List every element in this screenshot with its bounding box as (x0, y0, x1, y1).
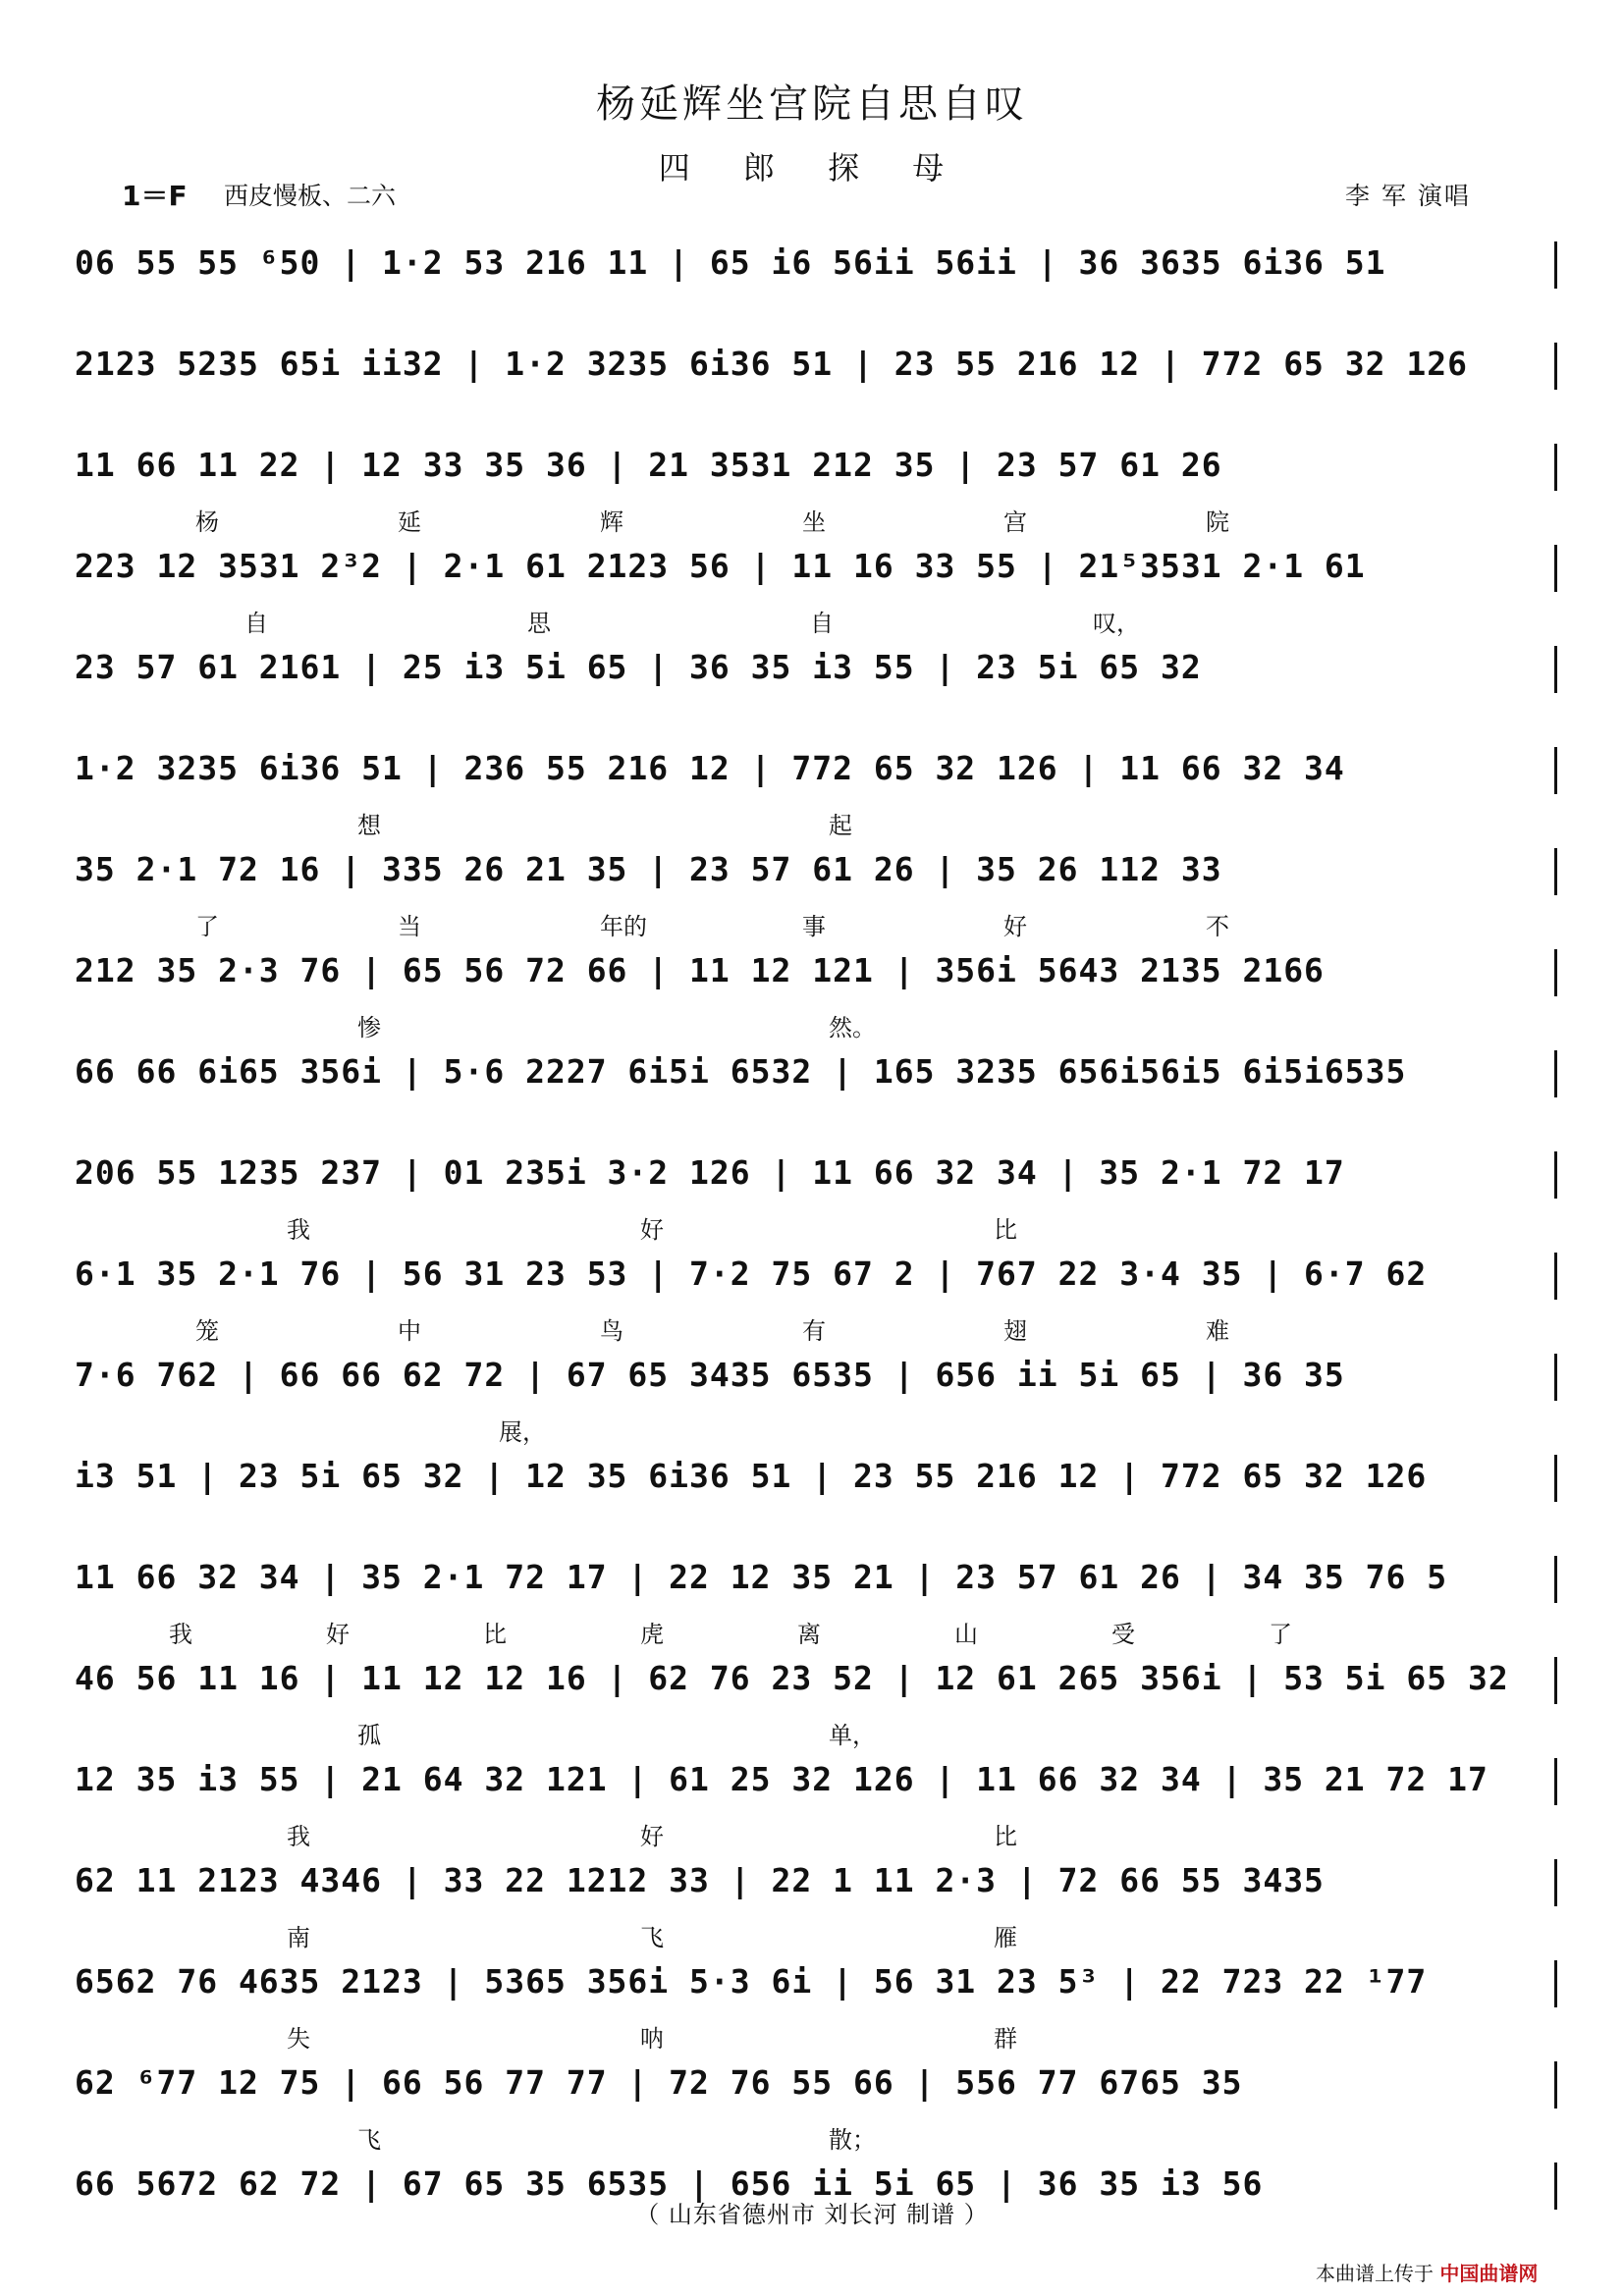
notation-line: 212 35 2·3 76 | 65 56 72 66 | 11 12 121 | 356i 5643 2135 2166 (75, 951, 1325, 989)
notation-line: 46 56 11 16 | 11 12 12 16 | 62 76 23 52 | 12 61 265 356i | 53 5i 65 32 (75, 1659, 1509, 1697)
staff-row (75, 1950, 1557, 2052)
barline (1554, 1050, 1557, 1097)
tempo-style: 西皮慢板、二六 (224, 182, 397, 210)
lyric-word: 叹， (1093, 610, 1140, 637)
barline (1554, 1556, 1557, 1603)
notation-line: 06 55 55 ⁶50 | 1·2 53 216 11 | 65 i6 56ii 56ii | 36 3635 6i36 51 (75, 243, 1386, 282)
lyric-word: 了 (195, 913, 219, 940)
barline (1554, 545, 1557, 592)
barline (1554, 1455, 1557, 1502)
notation-line: 35 2·1 72 16 | 335 26 21 35 | 23 57 61 26 | 35 26 112 33 (75, 850, 1222, 888)
notation-line: 62 ⁶77 12 75 | 66 56 77 77 | 72 76 55 66 | 556 77 6765 35 (75, 2063, 1243, 2102)
upload-note (1316, 2258, 1538, 2286)
lyric-word: 宫 (1003, 508, 1027, 536)
notation-line: 206 55 1235 237 | 01 235i 3·2 126 | 11 66 32 34 | 35 2·1 72 17 (75, 1153, 1345, 1192)
staff-row (75, 1546, 1557, 1647)
staff-row (75, 636, 1557, 737)
barline (1554, 848, 1557, 895)
staff-row (75, 1041, 1557, 1142)
lyric-word: 我 (287, 1216, 310, 1244)
lyric-word: 飞 (357, 2126, 381, 2154)
lyric-word: 好 (1003, 913, 1027, 940)
score-title: 杨延辉坐宫院自思自叹 (596, 81, 1028, 127)
notation-line: 1·2 3235 6i36 51 | 236 55 216 12 | 772 65 32 126 | 11 66 32 34 (75, 749, 1345, 787)
staff-row (75, 1243, 1557, 1344)
notation-line: 66 5672 62 72 | 67 65 35 6535 | 656 ii 5i 65 | 36 35 i3 56 (75, 2164, 1264, 2203)
staff-row (75, 434, 1557, 535)
notation-line: 23 57 61 2161 | 25 i3 5i 65 | 36 35 i3 55 | 23 5i 65 32 (75, 648, 1202, 686)
staff-row (75, 2052, 1557, 2153)
staff-row (75, 1748, 1557, 1849)
notation-line: 7·6 762 | 66 66 62 72 | 67 65 3435 6535 | 656 ii 5i 65 | 36 35 (75, 1356, 1345, 1394)
score-subtitle: 四 郎 探 母 (658, 149, 966, 187)
lyric-word: 孤 (357, 1722, 381, 1749)
lyric-word: 难 (1206, 1317, 1229, 1345)
upload-brand-logo: 中国曲谱网 (1439, 2262, 1539, 2285)
lyric-word: 雁 (994, 1924, 1017, 1951)
lyric-word: 自 (244, 610, 268, 637)
notation-line: 11 66 11 22 | 12 33 35 36 | 21 3531 212 35 | 23 57 61 26 (75, 446, 1222, 484)
staff-row (75, 737, 1557, 838)
lyric-word: 受 (1111, 1621, 1135, 1648)
barline (1554, 747, 1557, 794)
lyric-word: 中 (398, 1317, 421, 1345)
notation-line: 6562 76 4635 2123 | 5365 356i 5·3 6i | 56 31 23 5³ | 22 723 22 ¹77 (75, 1962, 1428, 2001)
notation-line: 223 12 3531 2³2 | 2·1 61 2123 56 | 11 16 33 55 | 21⁵3531 2·1 61 (75, 547, 1366, 585)
notation-line: 62 11 2123 4346 | 33 22 1212 33 | 22 1 11 2·3 | 72 66 55 3435 (75, 1861, 1325, 1899)
lyric-word: 飞 (640, 1924, 664, 1951)
lyric-word: 院 (1206, 508, 1229, 536)
staff-row (75, 1849, 1557, 1950)
staff-row (75, 1142, 1557, 1243)
staff-row (75, 838, 1557, 939)
lyric-word: 延 (398, 508, 421, 536)
lyric-word: 呐 (640, 2025, 664, 2053)
lyric-word: 比 (483, 1621, 507, 1648)
lyric-word: 单， (829, 1722, 876, 1749)
barline (1554, 1253, 1557, 1300)
notation-line: i3 51 | 23 5i 65 32 | 12 35 6i36 51 | 23 55 216 12 | 772 65 32 126 (75, 1457, 1428, 1495)
lyric-word: 笼 (195, 1317, 219, 1345)
staff-row (75, 333, 1557, 434)
barline (1554, 646, 1557, 693)
transcriber-credit: （ 山东省德州市 刘长河 制谱 ） (635, 2201, 989, 2228)
barline (1554, 949, 1557, 996)
lyric-word: 辉 (600, 508, 623, 536)
lyric-word: 离 (797, 1621, 821, 1648)
lyric-word: 有 (802, 1317, 826, 1345)
lyric-word: 南 (287, 1924, 310, 1951)
barline (1554, 444, 1557, 491)
lyric-word: 坐 (802, 508, 826, 536)
lyric-word: 思 (527, 610, 551, 637)
lyric-word: 展， (499, 1418, 546, 1446)
staff-row (75, 535, 1557, 636)
lyric-word: 起 (829, 812, 852, 839)
lyric-word: 散； (829, 2126, 876, 2154)
lyric-word: 比 (994, 1216, 1017, 1244)
lyric-word: 翅 (1003, 1317, 1027, 1345)
barline (1554, 2061, 1557, 2109)
lyric-word: 失 (287, 2025, 310, 2053)
score-body (75, 232, 1557, 2254)
lyric-word: 鸟 (600, 1317, 623, 1345)
staff-row (75, 1445, 1557, 1546)
barline (1554, 1859, 1557, 1906)
singer-credit: 李 军 演唱 (1345, 182, 1471, 210)
staff-row (75, 1647, 1557, 1748)
barline (1554, 1960, 1557, 2007)
lyric-word: 我 (169, 1621, 192, 1648)
lyric-word: 自 (810, 610, 834, 637)
lyric-word: 群 (994, 2025, 1017, 2053)
lyric-word: 好 (640, 1823, 664, 1850)
lyric-word: 不 (1206, 913, 1229, 940)
barline (1554, 1758, 1557, 1805)
lyric-word: 杨 (195, 508, 219, 536)
lyric-word: 年的 (600, 913, 647, 940)
barline (1554, 1354, 1557, 1401)
barline (1554, 1151, 1557, 1199)
lyric-word: 山 (954, 1621, 978, 1648)
lyric-word: 然。 (829, 1014, 876, 1041)
lyric-word: 事 (802, 913, 826, 940)
lyric-word: 好 (326, 1621, 350, 1648)
staff-row (75, 232, 1557, 333)
upload-prefix: 本曲谱上传于 (1316, 2262, 1434, 2285)
notation-line: 66 66 6i65 356i | 5·6 2227 6i5i 6532 | 165 3235 656i56i5 6i5i6535 (75, 1052, 1407, 1091)
lyric-word: 虎 (640, 1621, 664, 1648)
lyric-word: 比 (994, 1823, 1017, 1850)
staff-row (75, 939, 1557, 1041)
lyric-word: 好 (640, 1216, 664, 1244)
barline (1554, 343, 1557, 390)
lyric-word: 了 (1269, 1621, 1292, 1648)
lyric-word: 我 (287, 1823, 310, 1850)
lyric-word: 惨 (357, 1014, 381, 1041)
notation-line: 2123 5235 65i ii32 | 1·2 3235 6i36 51 | 23 55 216 12 | 772 65 32 126 (75, 345, 1469, 383)
staff-row (75, 1344, 1557, 1445)
lyric-word: 想 (357, 812, 381, 839)
lyric-word: 当 (398, 913, 421, 940)
notation-line: 6·1 35 2·1 76 | 56 31 23 53 | 7·2 75 67 2 | 767 22 3·4 35 | 6·7 62 (75, 1255, 1428, 1293)
key-signature: 1＝F (122, 180, 188, 212)
notation-line: 11 66 32 34 | 35 2·1 72 17 | 22 12 35 21 | 23 57 61 26 | 34 35 76 5 (75, 1558, 1448, 1596)
barline (1554, 1657, 1557, 1704)
barline (1554, 241, 1557, 289)
notation-line: 12 35 i3 55 | 21 64 32 121 | 61 25 32 126 | 11 66 32 34 | 35 21 72 17 (75, 1760, 1489, 1798)
